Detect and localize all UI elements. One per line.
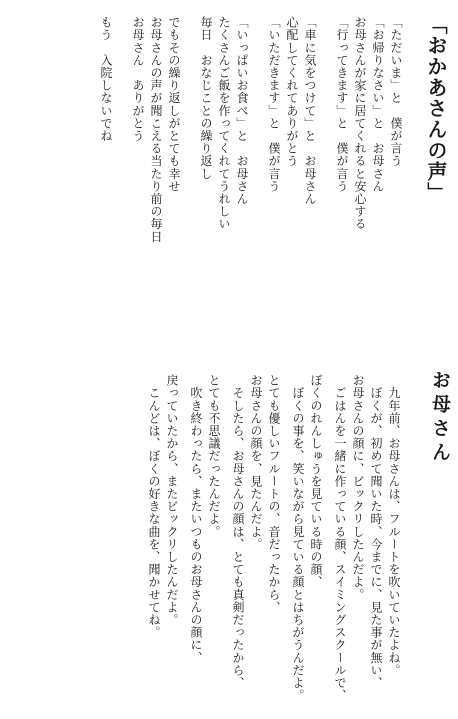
- essay-line: 九年前、お母さんは、フルートを吹いていたよね。: [387, 374, 401, 677]
- poem-line: 心配してくれてありがとう: [285, 16, 299, 168]
- poem-line: お母さんが家に居てくれると安心する: [353, 16, 367, 231]
- essay-line: お母さんの顔に、ビックリしたんだよ。: [351, 374, 365, 601]
- poem-line: でもその繰り返しがとても幸せ: [167, 16, 181, 193]
- poem-line: 毎日 おなじことの繰り返し: [199, 16, 213, 180]
- poem-line: 「車に気をつけて」と お母さん: [303, 16, 317, 205]
- essay-line: 吹き終わったら、またいつものお母さんの顔に、: [189, 374, 203, 664]
- poem-line: 「いっぱいお食べ」と お母さん: [235, 16, 249, 205]
- essay-line: とても不思議だったんだよ。: [207, 374, 221, 538]
- essay-line: ぼくが、初めて聞いた時、今までに、見た事が無い、: [369, 374, 383, 689]
- essay-line: 戻っていたから、またビックリしたんだよ。: [165, 374, 179, 626]
- poem-line: 「いただきます」と 僕が言う: [267, 16, 281, 193]
- poem-title: 「おかあさんの声」: [424, 14, 448, 203]
- essay-line: お母さんの顔を、見たんだよ。: [249, 374, 263, 551]
- essay-title: お母さん: [429, 370, 451, 466]
- essay-line: とても優しいフルートの、音だったから、: [267, 374, 281, 614]
- poem-line: 「ただいま」と 僕が言う: [389, 16, 403, 168]
- essay-line: ごはんを一緒に作っている顔、スイミングスクールで、: [333, 374, 347, 702]
- essay-line: ぼくの事を、笑いながら見ている顔とはちがうんだよ。: [291, 374, 305, 702]
- essay-line: こんどは、ぼくの好きな曲を、聞かせてね。: [147, 374, 161, 639]
- poem-line: お母さんの声が聞こえる当たり前の毎日: [149, 16, 163, 243]
- poem-body: [94, 16, 402, 243]
- poem-line: もう 入院しないでね: [99, 16, 113, 142]
- poem-line: たくさんご飯を作ってくれてうれしい: [217, 16, 231, 231]
- essay-body: [136, 374, 400, 702]
- poem-line: 「行ってきます」と 僕が言う: [335, 16, 349, 193]
- poem-line: 「お帰りなさい」と お母さん: [371, 16, 385, 193]
- essay-line: そしたら、お母さんの顔は、とても真剣だったから、: [231, 374, 245, 689]
- essay-line: ぼくのれんしゅうを見ている時の顔、: [309, 374, 323, 589]
- poem-line: お母さん ありがとう: [131, 16, 145, 142]
